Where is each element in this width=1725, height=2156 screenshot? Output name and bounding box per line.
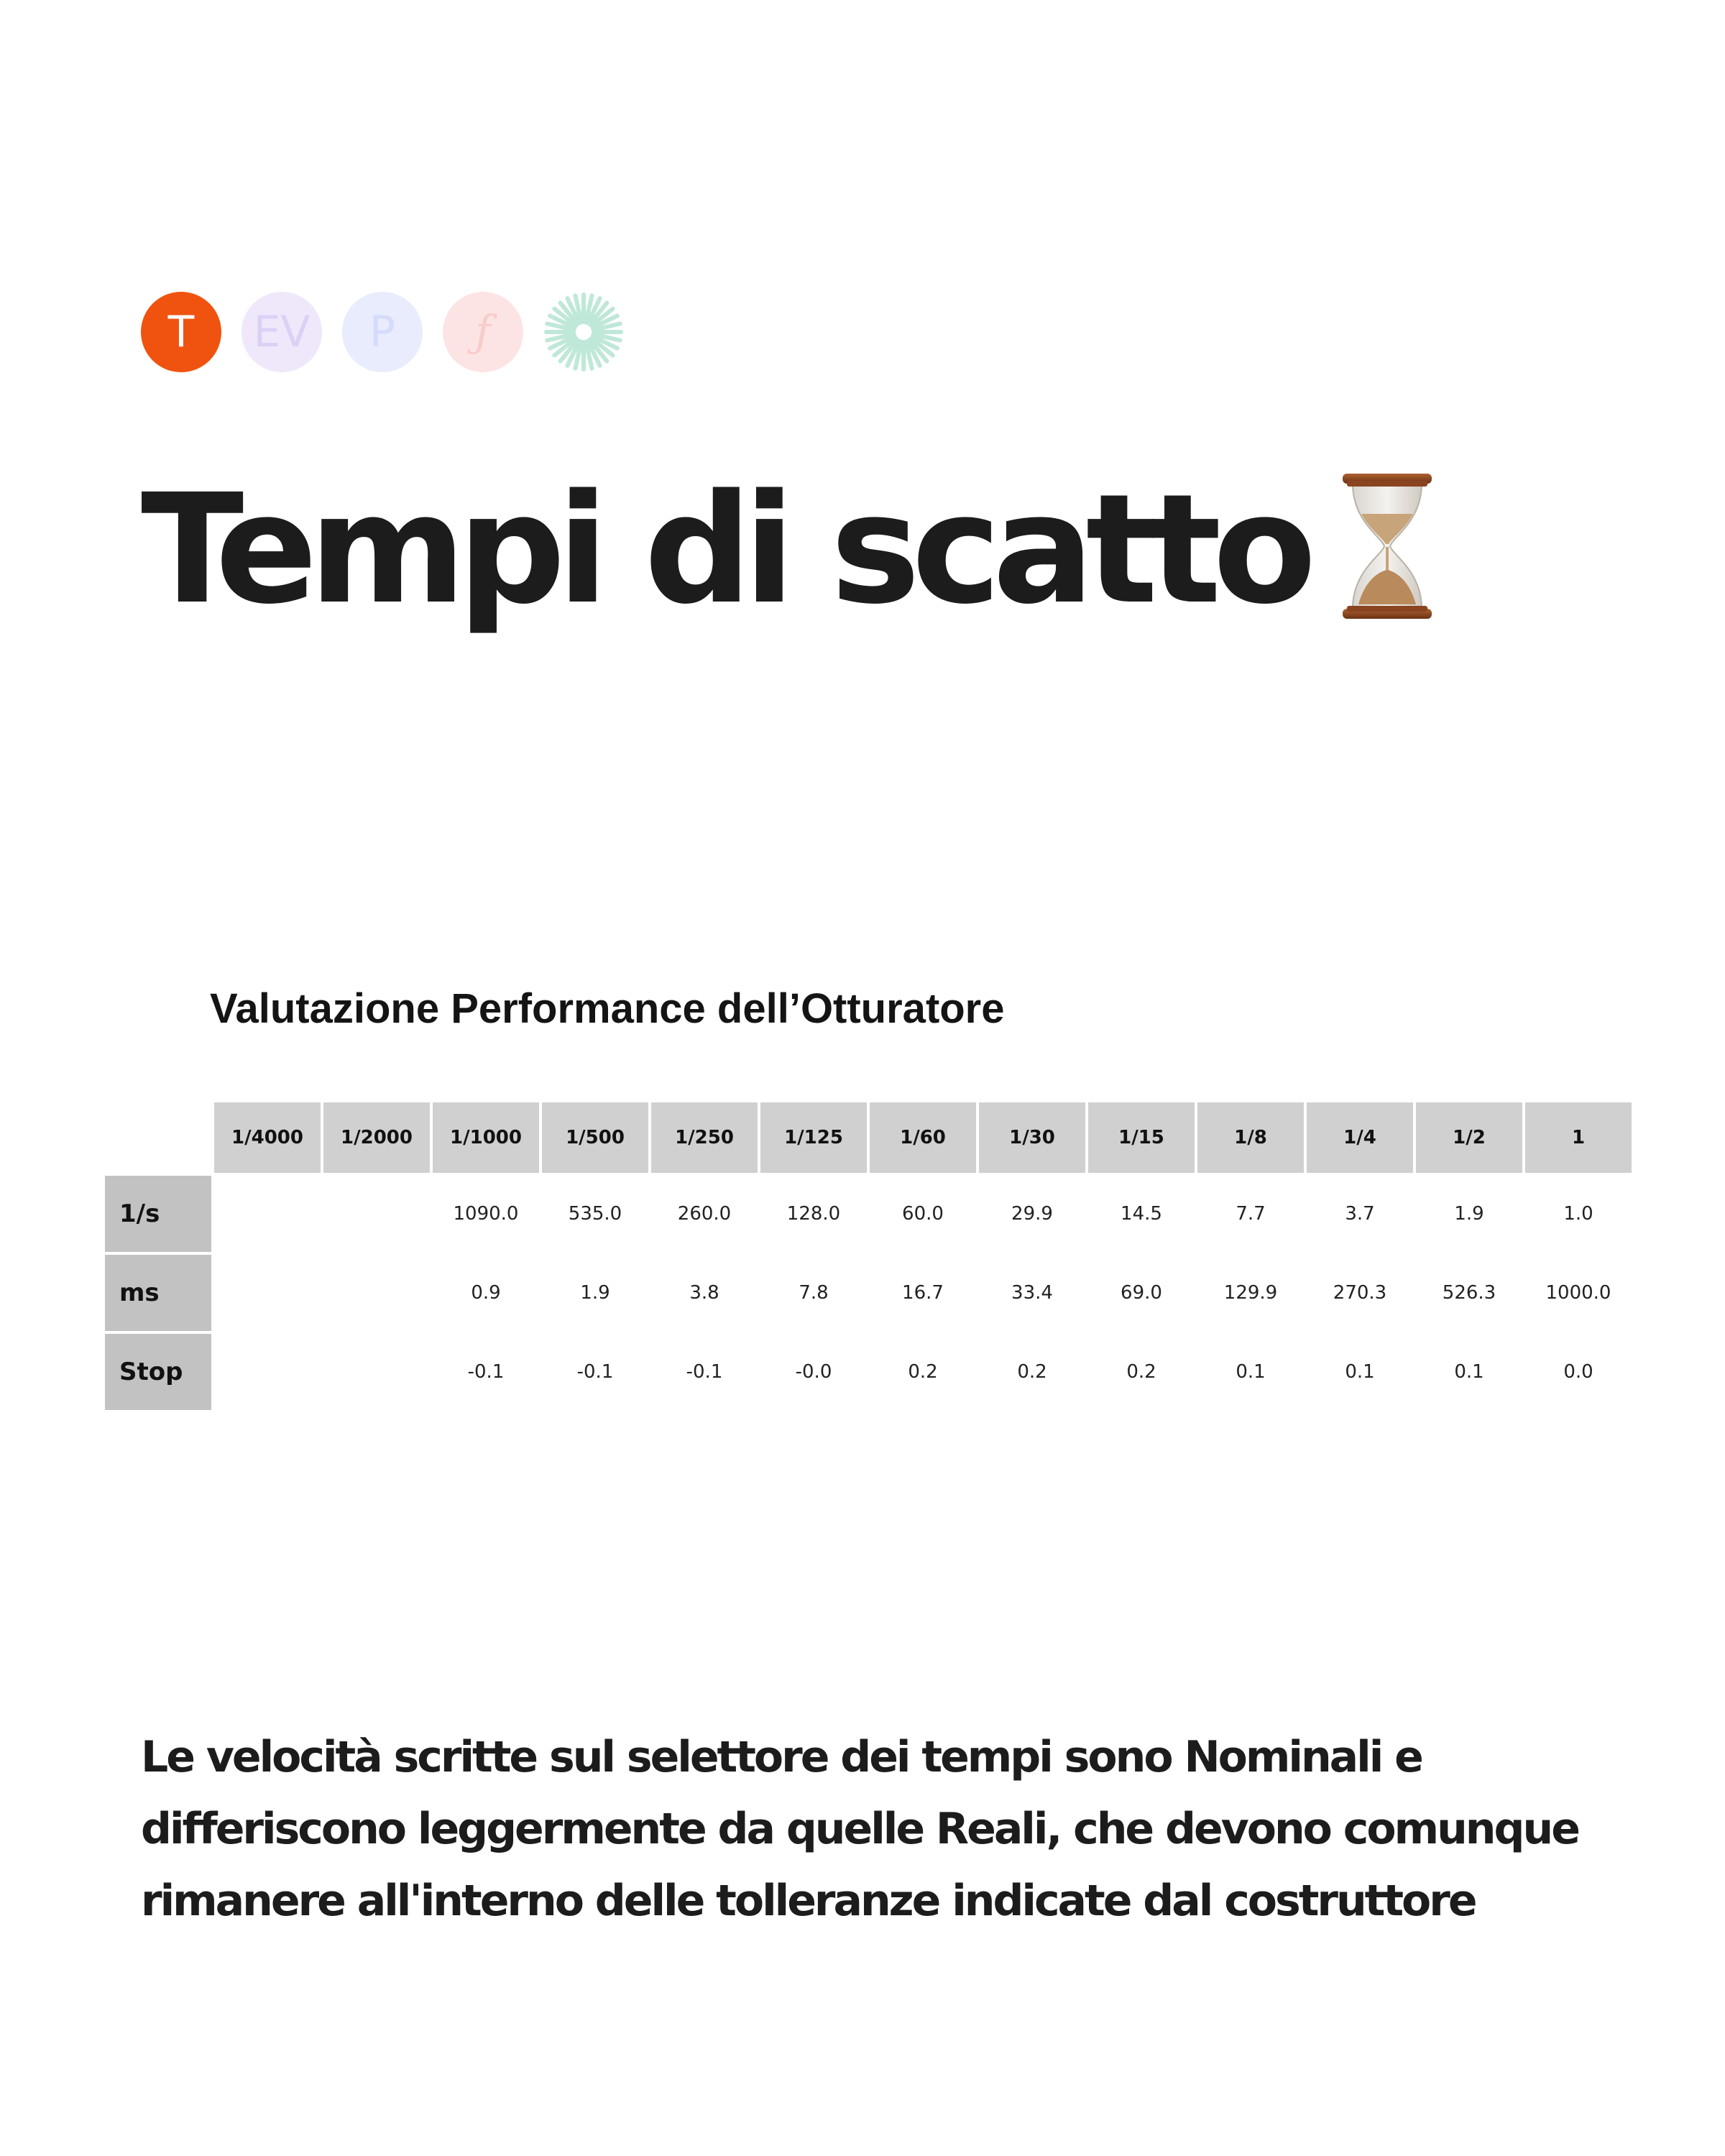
row-header: 1/s [105,1176,211,1252]
table-cell: 0.1 [1345,1361,1375,1383]
table-cell: 260.0 [677,1203,732,1225]
table-cell: 1.0 [1563,1203,1593,1225]
row-header: ms [105,1255,211,1331]
mode-tabs [141,292,624,372]
table-cell [323,1334,430,1410]
table-cell: 526.3 [1442,1282,1496,1304]
table-cell: 1.9 [1454,1203,1484,1225]
table-cell [214,1334,321,1410]
table-cell: 1090.0 [453,1203,519,1225]
table-row [105,1255,1632,1331]
table-cell: 0.1 [1236,1361,1266,1383]
table-cell: 1.9 [580,1282,610,1304]
table-header-row [105,1102,1632,1173]
table-cell: 0.9 [471,1282,501,1304]
column-header: 1/125 [760,1102,867,1173]
table-cell: 0.2 [1126,1361,1156,1383]
description-text: Le velocità scritte sul selettore dei tempi sono Nominali e differiscono leggermente da quelle Reali, che devono comunque rimanere all'interno delle tolleranze indicate dal costruttore [141,1732,1578,1926]
table-cell [214,1255,321,1331]
table-cell: 128.0 [786,1203,841,1225]
page-title: Tempi di scatto [141,461,1308,637]
hourglass-icon [1337,471,1438,622]
tab-p[interactable]: P [342,292,423,372]
table-cell: 7.7 [1236,1203,1266,1225]
shutter-performance-table [102,1100,1634,1413]
table-cell: 3.7 [1345,1203,1375,1225]
column-header: 1/2 [1416,1102,1522,1173]
table-cell: 535.0 [568,1203,622,1225]
table-cell [214,1176,321,1252]
tab-f[interactable]: ƒ [443,292,523,372]
tab-ev[interactable]: EV [242,292,322,372]
column-header: 1 [1525,1102,1632,1173]
table-row [105,1176,1632,1252]
table-cell: 16.7 [902,1282,944,1304]
column-header: 1/4000 [214,1102,321,1173]
table-cell: -0.0 [795,1361,832,1383]
column-header: 1/30 [979,1102,1085,1173]
table-cell: 14.5 [1121,1203,1162,1225]
table-cell: 1000.0 [1545,1282,1611,1304]
table-cell: 0.1 [1454,1361,1484,1383]
column-header: 1/1000 [433,1102,539,1173]
table-cell: 69.0 [1121,1282,1162,1304]
tab-sunburst[interactable] [543,292,624,372]
sunburst-icon [543,292,624,372]
column-header: 1/15 [1088,1102,1195,1173]
table-cell: -0.1 [686,1361,723,1383]
table-cell: 129.9 [1223,1282,1278,1304]
table-cell: 0.0 [1563,1361,1593,1383]
column-header: 1/250 [651,1102,758,1173]
table-cell: 270.3 [1333,1282,1387,1304]
table-row [105,1334,1632,1410]
row-header: Stop [105,1334,211,1410]
table-cell: 0.2 [908,1361,938,1383]
column-header: 1/4 [1307,1102,1413,1173]
table-cell: 33.4 [1011,1282,1053,1304]
table-cell: 0.2 [1017,1361,1047,1383]
table-cell: -0.1 [467,1361,505,1383]
column-header: 1/60 [870,1102,976,1173]
column-header: 1/2000 [323,1102,430,1173]
table-cell: 60.0 [902,1203,944,1225]
table-cell [323,1176,430,1252]
table-cell: 29.9 [1011,1203,1053,1225]
table-corner [105,1102,211,1173]
table-cell: 3.8 [689,1282,719,1304]
table-cell: 7.8 [799,1282,829,1304]
table-cell: -0.1 [576,1361,614,1383]
title-row [141,461,1438,637]
column-header: 1/8 [1197,1102,1304,1173]
table-body [105,1176,1632,1410]
tab-t[interactable]: T [141,292,221,372]
column-header: 1/500 [542,1102,648,1173]
table-cell [323,1255,430,1331]
table-title: Valutazione Performance dell’Otturatore [210,985,1005,1032]
